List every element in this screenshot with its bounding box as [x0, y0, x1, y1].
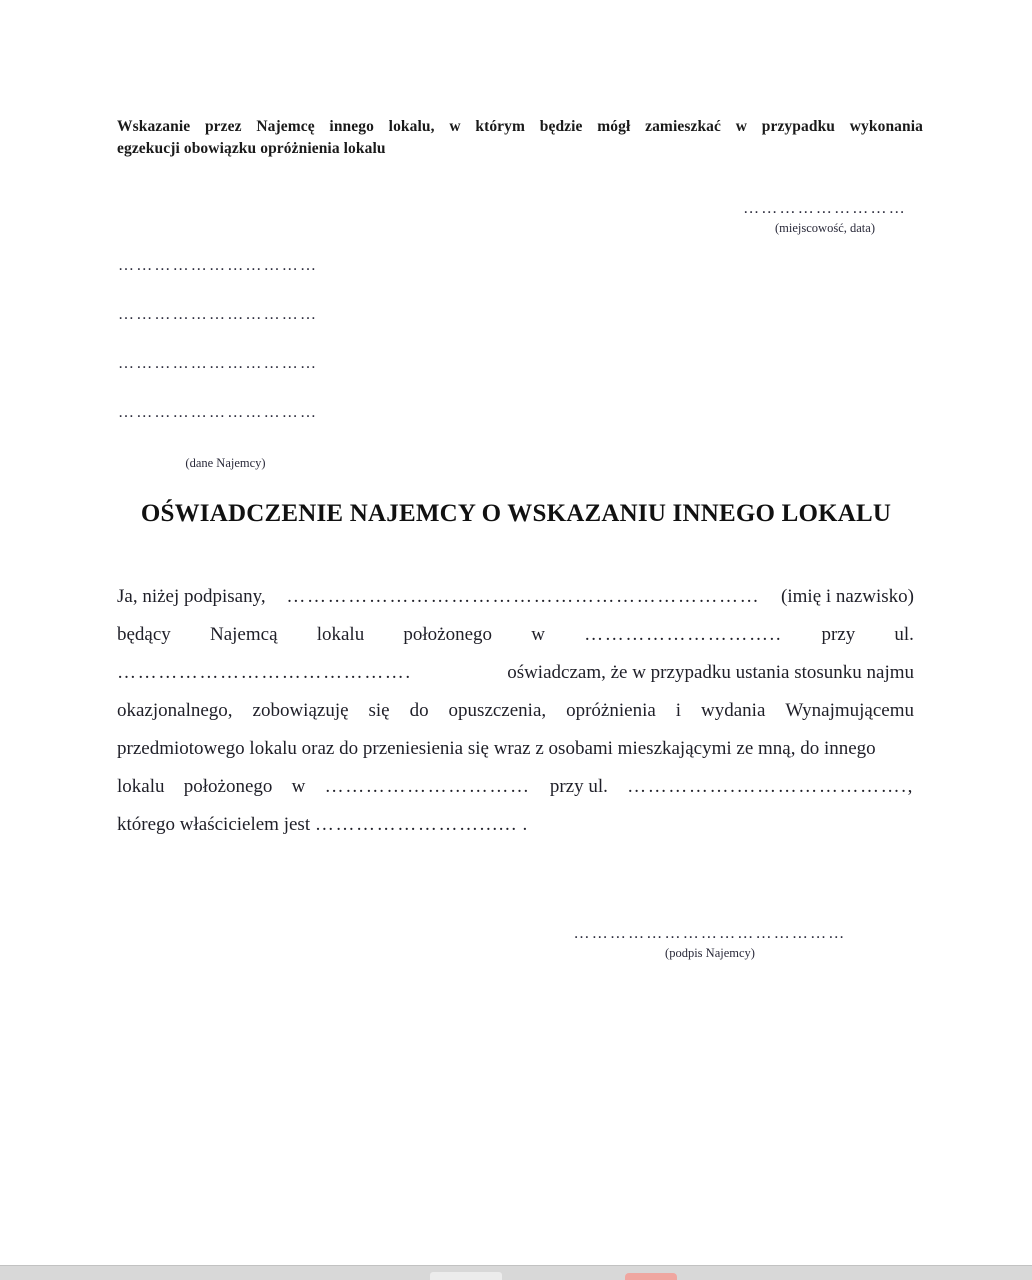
tenant-data-line-3[interactable]: …………………………… [118, 356, 319, 372]
body-line-7-text: którego właścicielem jest [117, 814, 311, 835]
body-line-6-word-1: lokalu [117, 776, 165, 797]
place-date-caption: (miejscowość, data) [775, 220, 875, 235]
document-header [117, 116, 923, 161]
body-line-4 [117, 692, 914, 730]
tenant-data-caption: (dane Najemcy) [185, 456, 266, 470]
body-line-3 [117, 654, 914, 692]
body-line-6-word-4: przy ul. [549, 776, 608, 797]
signature-dotted-line[interactable]: ……………………………………… [573, 925, 847, 942]
header-line-1: Wskazanie przez Najemcę innego lokalu, w którym będzie mógł zamieszkać w przypadku wykonania [117, 118, 923, 135]
body-line-4-word-8: wydania [701, 700, 766, 721]
place-date-field [690, 200, 960, 236]
body-line-2-word-2: Najemcą [210, 624, 278, 645]
body-line-4-word-5: opuszczenia, [448, 700, 547, 721]
body-line-6-word-2: położonego [183, 776, 273, 797]
body-line-2-word-1: będący [117, 624, 171, 645]
body-line-4-word-7: i [675, 700, 682, 721]
body-line-2-word-6: przy [821, 624, 856, 645]
body-line-6-dots-1[interactable]: ………………………… [324, 776, 531, 797]
body-line-4-word-3: się [368, 700, 390, 721]
body-line-1-start: Ja, niżej podpisany, [117, 586, 266, 607]
body-line-4-word-4: do [409, 700, 429, 721]
toolbar-accent-button-partial[interactable] [625, 1273, 677, 1280]
body-line-6 [117, 768, 914, 806]
page-title: OŚWIADCZENIE NAJEMCY O WSKAZANIU INNEGO LOKALU [140, 500, 892, 527]
body-line-3-dots[interactable]: ……………………………………. [117, 662, 412, 683]
body-line-2-word-3: lokalu [316, 624, 365, 645]
signature-field [545, 925, 875, 961]
body-line-4-word-1: okazjonalnego, [117, 700, 233, 721]
body-line-3-text: oświadczam, że w przypadku ustania stosunku najmu [507, 662, 914, 683]
body-line-7-dots[interactable]: ……………………...... [314, 814, 518, 835]
tenant-data-line-4[interactable]: …………………………… [118, 405, 319, 421]
tenant-data-block [118, 258, 418, 471]
body-line-4-word-6: opróżnienia [566, 700, 656, 721]
body-line-2-word-4: położonego [403, 624, 493, 645]
place-date-dotted-line[interactable]: ……………………… [743, 200, 907, 217]
body-line-1-dots[interactable]: …………………………………………………………… [286, 586, 761, 607]
body-line-4-word-2: zobowiązuję [252, 700, 349, 721]
header-line-2: egzekucji obowiązku opróżnienia lokalu [117, 140, 386, 158]
body-line-6-word-3: w [291, 776, 306, 797]
body-line-2 [117, 616, 914, 654]
body-line-5: przedmiotowego lokalu oraz do przeniesienia się wraz z osobami mieszkającymi ze mną, do innego [117, 738, 876, 759]
body-line-1-end: (imię i nazwisko) [781, 586, 914, 607]
bottom-toolbar-strip [0, 1265, 1032, 1280]
document-body [117, 578, 914, 844]
body-line-6-dots-2[interactable]: …………….……………………., [627, 776, 914, 797]
toolbar-button-partial[interactable] [430, 1272, 502, 1280]
tenant-data-line-2[interactable]: …………………………… [118, 307, 319, 323]
body-line-4-word-9: Wynajmującemu [785, 700, 914, 721]
body-line-7-period: . [522, 814, 528, 835]
body-line-1 [117, 578, 914, 616]
body-line-2-dots[interactable]: ……………………….. [584, 624, 783, 645]
body-line-2-word-7: ul. [894, 624, 914, 645]
tenant-data-line-1[interactable]: …………………………… [118, 258, 319, 274]
body-line-2-word-5: w [531, 624, 545, 645]
signature-caption: (podpis Najemcy) [665, 945, 755, 960]
body-line-7 [117, 806, 914, 844]
